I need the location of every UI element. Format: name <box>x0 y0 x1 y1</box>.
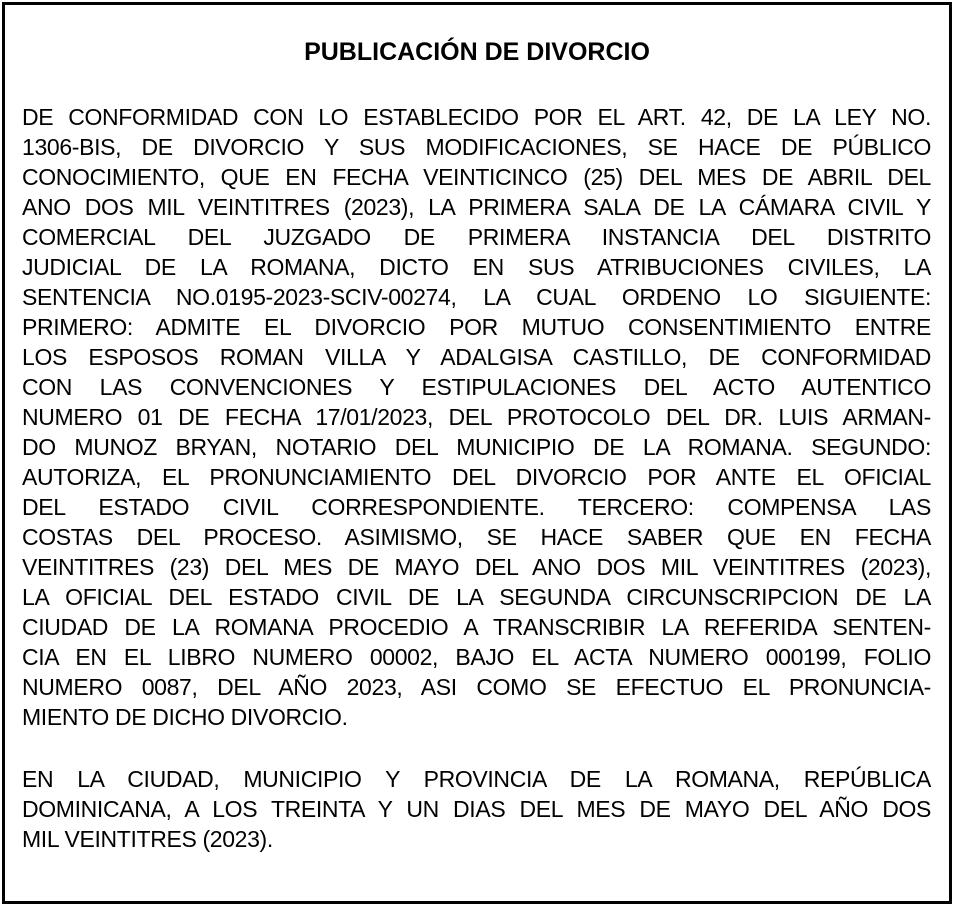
paragraph-line: DEL ESTADO CIVIL CORRESPONDIENTE. TERCERO: COMPENSA LAS <box>22 494 931 520</box>
paragraph-line: SENTENCIA NO.0195-2023-SCIV-00274, LA CUAL ORDENO LO SIGUIENTE: <box>22 284 931 310</box>
paragraph-line: NUMERO 01 DE FECHA 17/01/2023, DEL PROTOCOLO DEL DR. LUIS ARMAN- <box>22 404 931 430</box>
notice-frame <box>2 2 952 904</box>
paragraph-line: AUTORIZA, EL PRONUNCIAMIENTO DEL DIVORCIO POR ANTE EL OFICIAL <box>22 464 931 490</box>
paragraph-line: LA OFICIAL DEL ESTADO CIVIL DE LA SEGUNDA CIRCUNSCRIPCION DE LA <box>22 584 931 610</box>
paragraph-line: COMERCIAL DEL JUZGADO DE PRIMERA INSTANCIA DEL DISTRITO <box>22 224 931 250</box>
notice-title: PUBLICACIÓN DE DIVORCIO <box>304 38 650 66</box>
paragraph-line: 1306-BIS, DE DIVORCIO Y SUS MODIFICACIONES, SE HACE DE PÚBLICO <box>22 134 931 160</box>
paragraph-line: CONOCIMIENTO, QUE EN FECHA VEINTICINCO (25) DEL MES DE ABRIL DEL <box>22 164 931 190</box>
paragraph-line: EN LA CIUDAD, MUNICIPIO Y PROVINCIA DE LA ROMANA, REPÚBLICA <box>22 766 931 792</box>
paragraph-line: DO MUNOZ BRYAN, NOTARIO DEL MUNICIPIO DE LA ROMANA. SEGUNDO: <box>22 434 931 460</box>
notice-paragraph-2 <box>22 764 931 854</box>
paragraph-line: LOS ESPOSOS ROMAN VILLA Y ADALGISA CASTILLO, DE CONFORMIDAD <box>22 344 931 370</box>
paragraph-line: CIA EN EL LIBRO NUMERO 00002, BAJO EL ACTA NUMERO 000199, FOLIO <box>22 644 931 670</box>
paragraph-line: COSTAS DEL PROCESO. ASIMISMO, SE HACE SABER QUE EN FECHA <box>22 524 931 550</box>
paragraph-line: DE CONFORMIDAD CON LO ESTABLECIDO POR EL ART. 42, DE LA LEY NO. <box>22 104 931 130</box>
paragraph-line: ANO DOS MIL VEINTITRES (2023), LA PRIMERA SALA DE LA CÁMARA CIVIL Y <box>22 194 931 220</box>
paragraph-line: JUDICIAL DE LA ROMANA, DICTO EN SUS ATRIBUCIONES CIVILES, LA <box>22 254 931 280</box>
paragraph-line: NUMERO 0087, DEL AÑO 2023, ASI COMO SE EFECTUO EL PRONUNCIA- <box>22 674 931 700</box>
paragraph-line: CON LAS CONVENCIONES Y ESTIPULACIONES DEL ACTO AUTENTICO <box>22 374 931 400</box>
paragraph-line: PRIMERO: ADMITE EL DIVORCIO POR MUTUO CONSENTIMIENTO ENTRE <box>22 314 931 340</box>
notice-paragraph-1 <box>22 102 931 732</box>
paragraph-line: CIUDAD DE LA ROMANA PROCEDIO A TRANSCRIBIR LA REFERIDA SENTEN- <box>22 614 931 640</box>
paragraph-line: MIENTO DE DICHO DIVORCIO. <box>22 704 348 730</box>
paragraph-line: MIL VEINTITRES (2023). <box>22 826 273 852</box>
paragraph-line: VEINTITRES (23) DEL MES DE MAYO DEL ANO DOS MIL VEINTITRES (2023), <box>22 554 931 580</box>
paragraph-line: DOMINICANA, A LOS TREINTA Y UN DIAS DEL MES DE MAYO DEL AÑO DOS <box>22 796 931 822</box>
